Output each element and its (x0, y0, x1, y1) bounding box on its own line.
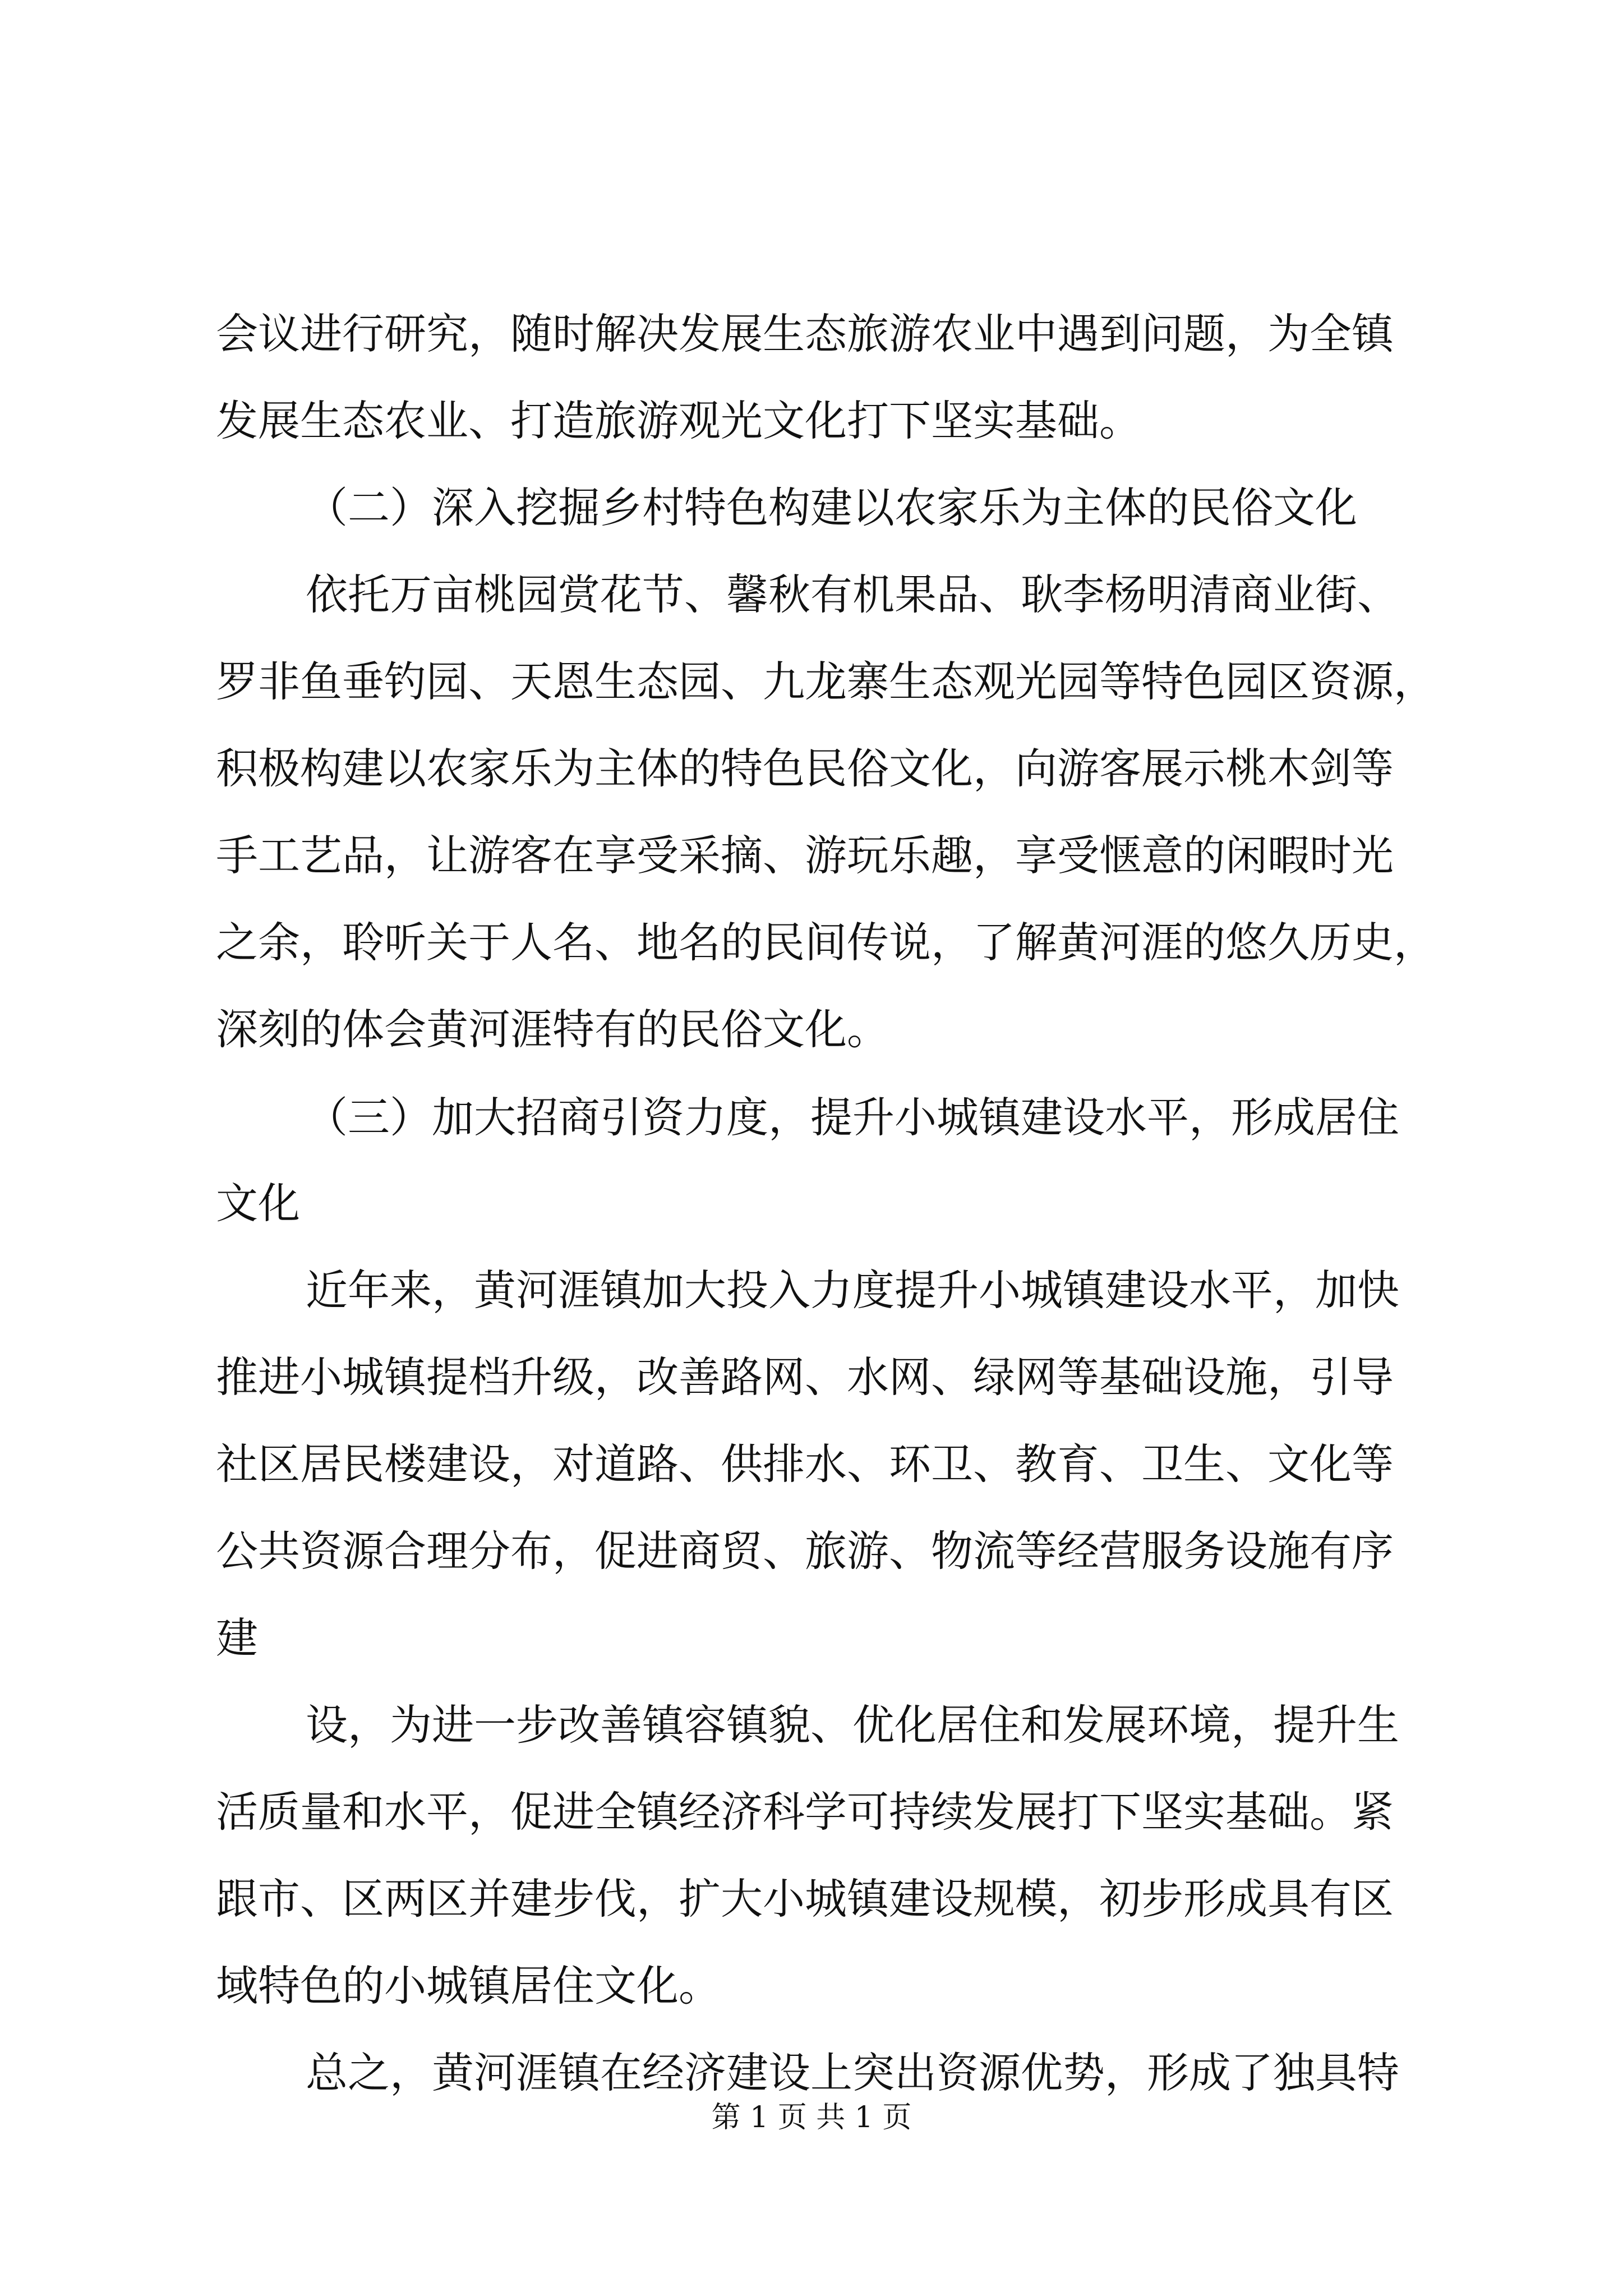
text-line: 活质量和水平，促进全镇经济科学可持续发展打下坚实基础。紧 (216, 1787, 1394, 1837)
text-line: 之余，聆听关于人名、地名的民间传说，了解黄河涯的悠久历史， (216, 918, 1436, 967)
text-line: 总之，黄河涯镇在经济建设上突出资源优势，形成了独具特 (306, 2048, 1400, 2097)
section-heading: （三）加大招商引资力度，提升小城镇建设水平，形成居住 (306, 1093, 1400, 1142)
text-line: 建 (216, 1613, 259, 1663)
page-footer: 第 1 页 共 1 页 (711, 2101, 912, 2134)
text-line: 近年来，黄河涯镇加大投入力度提升小城镇建设水平，加快 (306, 1266, 1400, 1315)
text-line: 推进小城镇提档升级，改善路网、水网、绿网等基础设施，引导 (216, 1352, 1394, 1402)
text-line: 会议进行研究，随时解决发展生态旅游农业中遇到问题，为全镇 (216, 309, 1394, 358)
text-line: 设，为进一步改善镇容镇貌、优化居住和发展环境，提升生 (306, 1700, 1400, 1750)
text-line: 深刻的体会黄河涯特有的民俗文化。 (216, 1005, 889, 1054)
text-line: 罗非鱼垂钓园、天恩生态园、九龙寨生态观光园等特色园区资源， (216, 657, 1436, 706)
text-line: 跟市、区两区并建步伐，扩大小城镇建设规模，初步形成具有区 (216, 1874, 1394, 1924)
text-line: 积极构建以农家乐为主体的特色民俗文化，向游客展示桃木剑等 (216, 744, 1394, 793)
text-line: 手工艺品，让游客在享受采摘、游玩乐趣，享受惬意的闲暇时光 (216, 831, 1394, 880)
text-line: 社区居民楼建设，对道路、供排水、环卫、教育、卫生、文化等 (216, 1439, 1394, 1489)
text-line: 依托万亩桃园赏花节、馨秋有机果品、耿李杨明清商业街、 (306, 570, 1400, 619)
text-line: 公共资源合理分布，促进商贸、旅游、物流等经营服务设施有序 (216, 1526, 1394, 1576)
section-heading-continued: 文化 (216, 1179, 301, 1228)
section-heading: （二）深入挖掘乡村特色构建以农家乐为主体的民俗文化 (306, 483, 1358, 532)
text-line: 发展生态农业、打造旅游观光文化打下坚实基础。 (216, 396, 1142, 445)
text-line: 域特色的小城镇居住文化。 (216, 1961, 721, 2010)
